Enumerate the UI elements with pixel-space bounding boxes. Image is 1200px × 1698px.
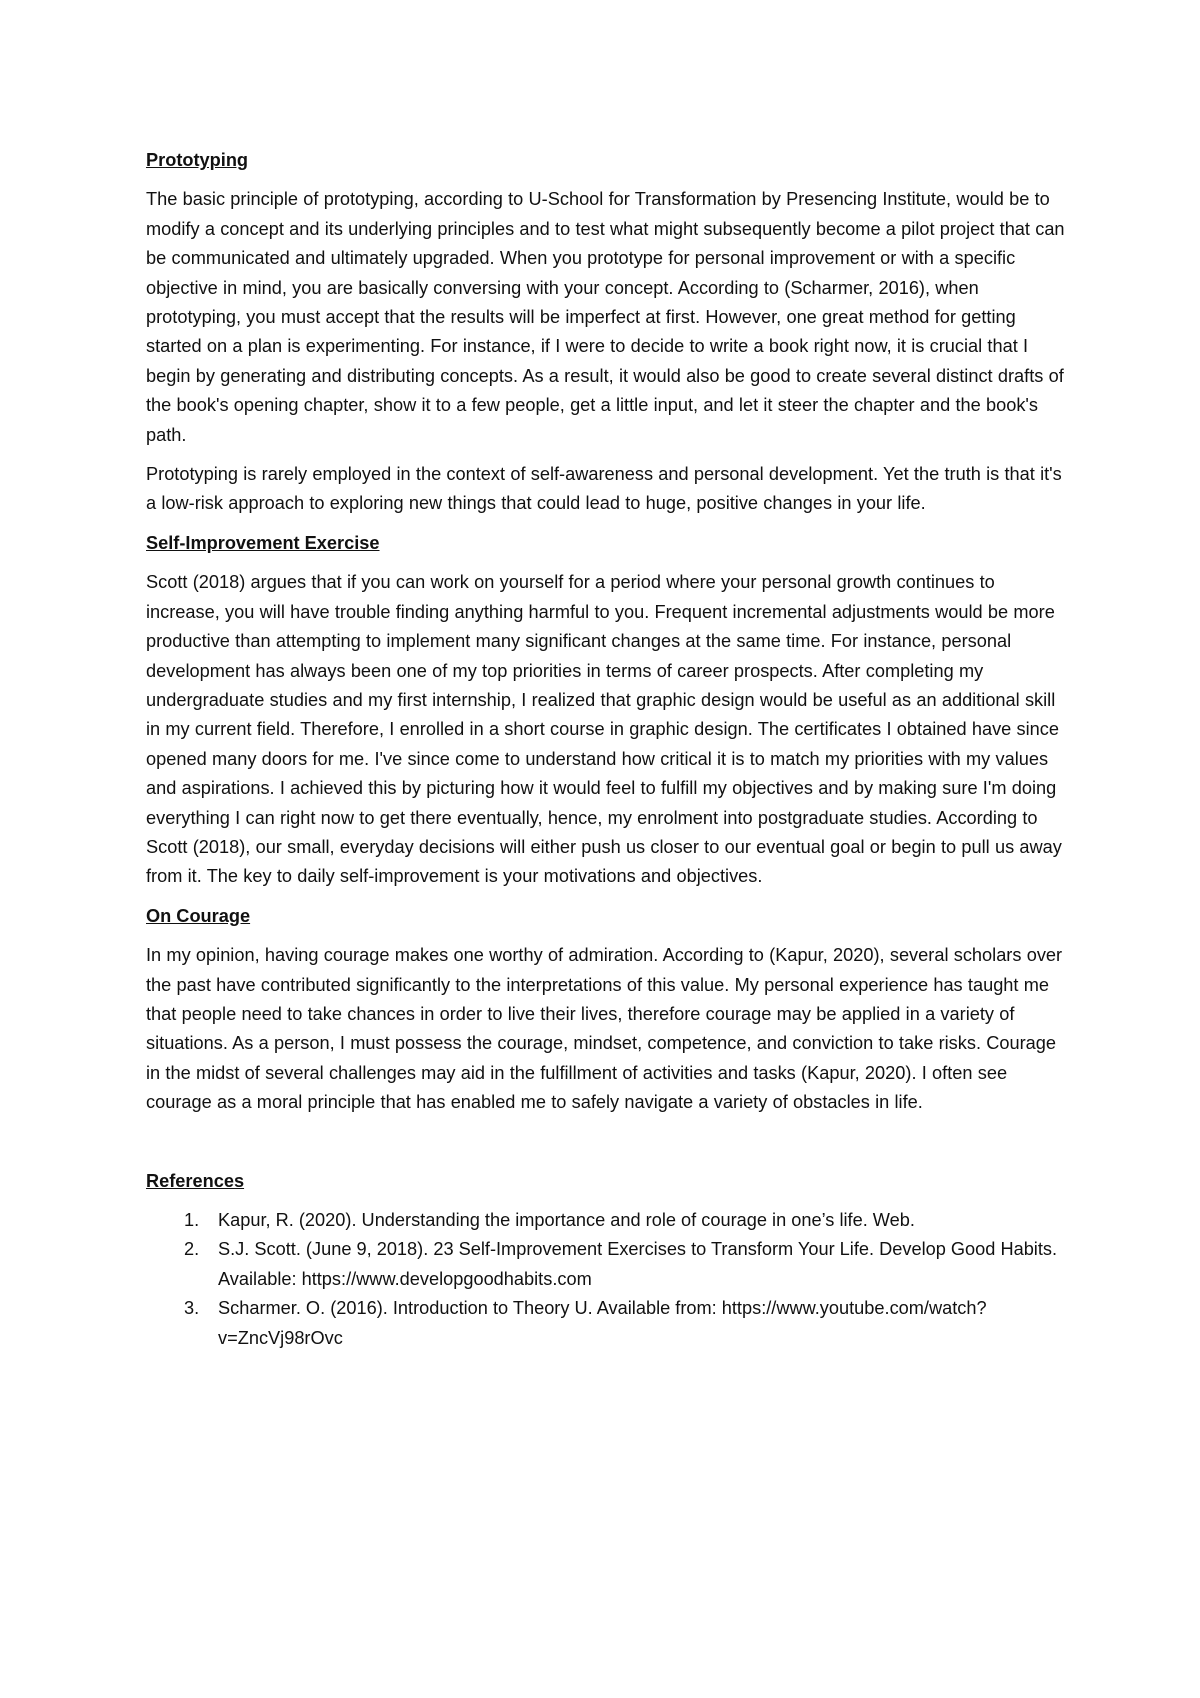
paragraph-prototyping-1: The basic principle of prototyping, according to U-School for Transformation by Presencing Institute, would be to modify a concept and its underlying principles and to test what might subsequently become a pilot project that can be communicated and ultimately upgraded. When you prototype for personal improvement or with a specific objective in mind, you are basically conversing with your concept. According to (Scharmer, 2016), when prototyping, you must accept that the results will be imperfect at first. However, one great method for getting started on a plan is experimenting. For instance, if I were to decide to write a book right now, it is crucial that I begin by generating and distributing concepts. As a result, it would also be good to create several distinct drafts of the book's opening chapter, show it to a few people, get a little input, and let it steer the chapter and the book's path. [146, 189, 1065, 445]
references-list [146, 1206, 1066, 1353]
reference-number: 1. [184, 1210, 200, 1230]
reference-text: S.J. Scott. (June 9, 2018). 23 Self-Improvement Exercises to Transform Your Life. Develop Good Habits. Available: https://www.developgoodhabits.com [218, 1239, 1058, 1289]
document-body [146, 146, 1066, 1353]
reference-number: 2. [184, 1239, 200, 1260]
reference-item [146, 1235, 1066, 1294]
section-prototyping [146, 146, 1066, 519]
section-spacer [146, 1128, 1066, 1167]
paragraph-on-courage-1: In my opinion, having courage makes one worthy of admiration. According to (Kapur, 2020), several scholars over the past have contributed significantly to the interpretations of this value. My personal experience has taught me that people need to take chances in order to live their lives, therefore courage may be applied in a variety of situations. As a person, I must possess the courage, mindset, competence, and conviction to take risks. Courage in the midst of several challenges may aid in the fulfillment of activities and tasks (Kapur, 2020). I often see courage as a moral principle that has enabled me to safely navigate a variety of obstacles in life. [146, 945, 1063, 1113]
section-self-improvement [146, 529, 1066, 892]
reference-item [146, 1206, 1066, 1235]
section-on-courage [146, 902, 1066, 1118]
section-references [146, 1167, 1066, 1353]
heading-prototyping: Prototyping [146, 150, 249, 170]
heading-references: References [146, 1170, 245, 1191]
reference-text: Kapur, R. (2020). Understanding the importance and role of courage in one’s life. Web. [218, 1210, 915, 1230]
reference-text: Scharmer. O. (2016). Introduction to Theory U. Available from: https://www.youtube.com/watch?v=ZncVj98rOvc [218, 1298, 987, 1348]
paragraph-prototyping-2: Prototyping is rarely employed in the context of self-awareness and personal development. Yet the truth is that it's a low-risk approach to exploring new things that could lead to huge, positive changes in your life. [146, 464, 1062, 514]
reference-item [146, 1294, 1066, 1353]
reference-number: 3. [184, 1298, 200, 1319]
heading-self-improvement: Self-Improvement Exercise [146, 532, 380, 553]
paragraph-self-improvement-1: Scott (2018) argues that if you can work on yourself for a period where your personal growth continues to increase, you will have trouble finding anything harmful to you. Frequent incremental adjustments would be more productive than attempting to implement many significant changes at the same time. For instance, personal development has always been one of my top priorities in terms of career prospects. After completing my undergraduate studies and my first internship, I realized that graphic design would be useful as an additional skill in my current field. Therefore, I enrolled in a short course in graphic design. The certificates I obtained have since opened many doors for me. I've since come to understand how critical it is to match my priorities with my values and aspirations. I achieved this by picturing how it would feel to fulfill my objectives and by making sure I'm doing everything I can right now to get there eventually, hence, my enrolment into postgraduate studies. According to Scott (2018), our small, everyday decisions will either push us closer to our eventual goal or begin to pull us away from it. The key to daily self-improvement is your motivations and objectives. [146, 572, 1062, 887]
heading-on-courage: On Courage [146, 905, 251, 926]
